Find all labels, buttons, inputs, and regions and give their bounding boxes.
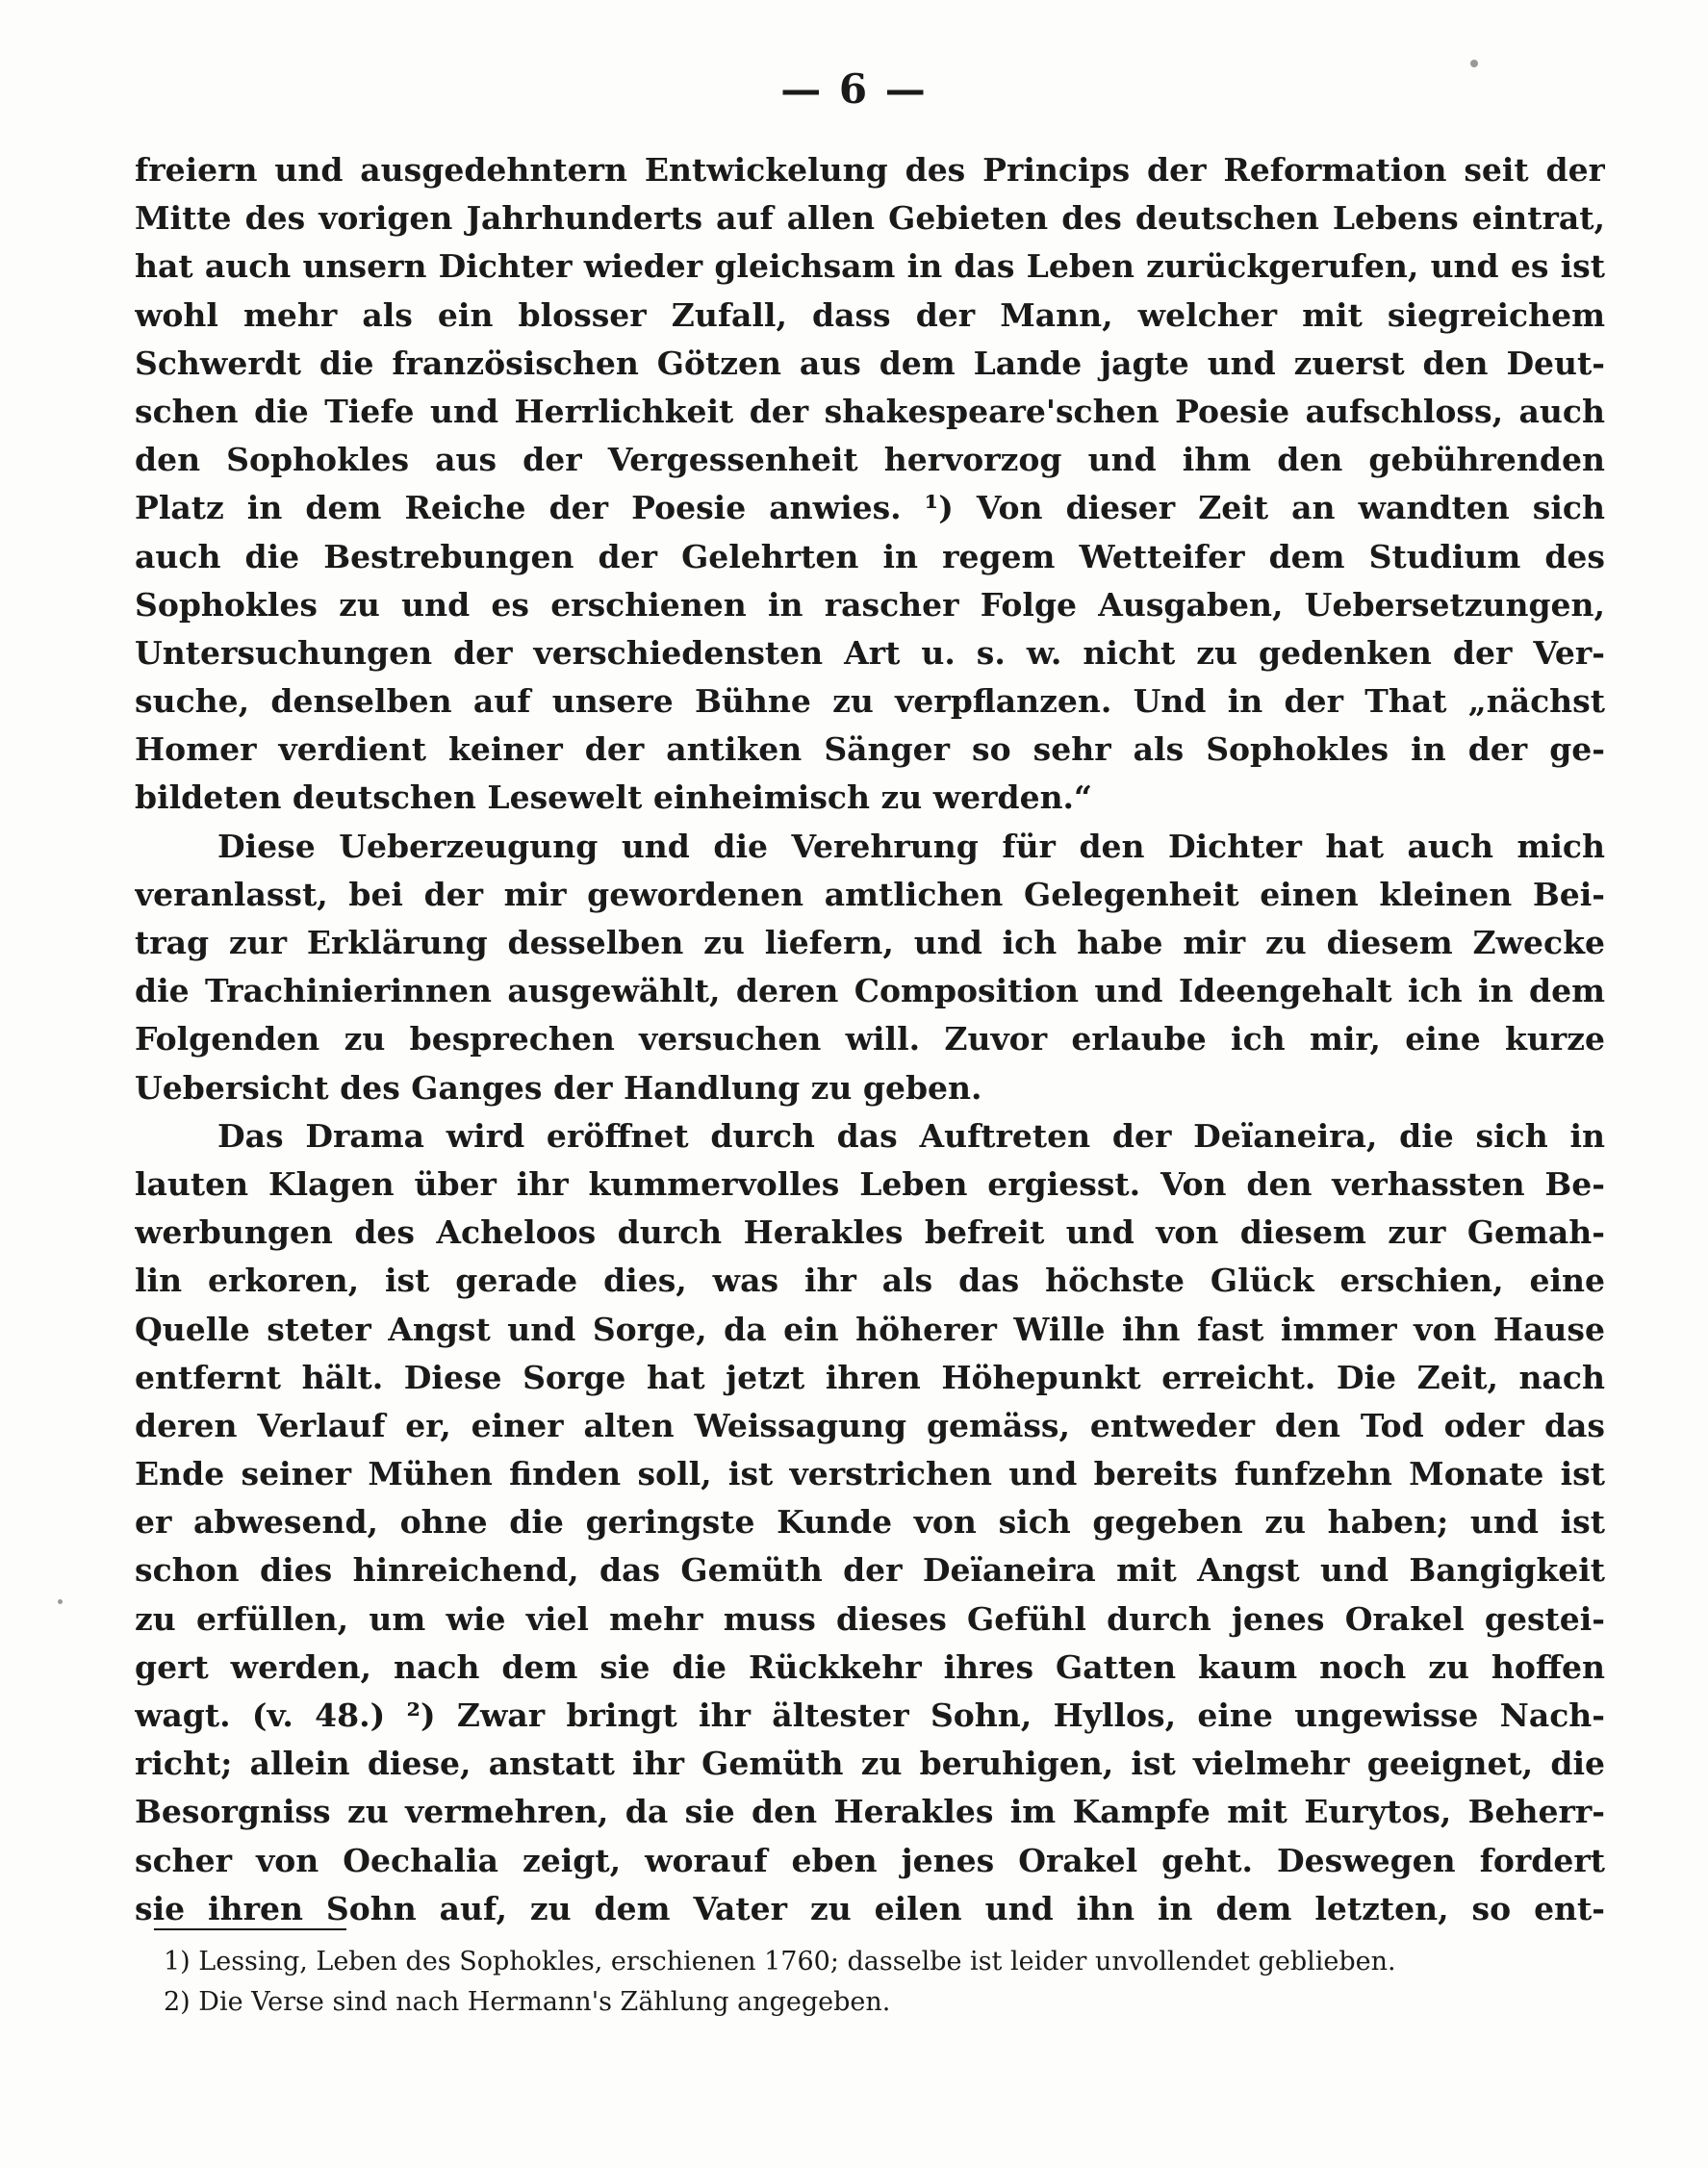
text-line: suche, denselben auf unsere Bühne zu verpflanzen. Und in der That „nächst [135, 682, 1605, 721]
text-line: schen die Tiefe und Herrlichkeit der shakespeare'schen Poesie aufschloss, auch [135, 392, 1605, 430]
text-line: Sophokles zu und es erschienen in rascher Folge Ausgaben, Uebersetzungen, [135, 585, 1605, 624]
text-line: deren Verlauf er, einer alten Weissagung gemäss, entweder den Tod oder das [135, 1406, 1605, 1444]
text-line: Quelle steter Angst und Sorge, da ein höherer Wille ihn fast immer von Hause [135, 1310, 1605, 1348]
paper-speck [1470, 60, 1478, 67]
text-line: wagt. (v. 48.) ²) Zwar bringt ihr ältester Sohn, Hyllos, eine ungewisse Nach- [135, 1696, 1605, 1734]
text-line: bildeten deutschen Lesewelt einheimisch zu werden.“ [135, 778, 1093, 817]
footnote-1: 1) Lessing, Leben des Sophokles, erschienen 1760; dasselbe ist leider unvollendet geblieben. [164, 1947, 1396, 1977]
text-line: richt; allein diese, anstatt ihr Gemüth zu beruhigen, ist vielmehr geeignet, die [135, 1745, 1605, 1783]
text-line: lin erkoren, ist gerade dies, was ihr als das höchste Glück erschien, eine [135, 1262, 1605, 1300]
text-line: Schwerdt die französischen Götzen aus dem Lande jagte und zuerst den Deut- [135, 344, 1605, 382]
text-line: freiern und ausgedehntern Entwickelung des Princips der Reformation seit der [135, 151, 1605, 189]
text-line: auch die Bestrebungen der Gelehrten in regem Wetteifer dem Studium des [135, 537, 1605, 575]
text-line: schon dies hinreichend, das Gemüth der Deïaneira mit Angst und Bangigkeit [135, 1551, 1605, 1590]
text-line: Uebersicht des Ganges der Handlung zu geben. [135, 1068, 982, 1107]
text-line: scher von Oechalia zeigt, worauf eben jenes Orakel geht. Deswegen fordert [135, 1841, 1605, 1879]
page-number: — 6 — [780, 65, 928, 113]
text-line: er abwesend, ohne die geringste Kunde von sich gegeben zu haben; und ist [135, 1503, 1605, 1542]
footnote-2: 2) Die Verse sind nach Hermann's Zählung angegeben. [164, 1987, 891, 2017]
text-line: sie ihren Sohn auf, zu dem Vater zu eilen und ihn in dem letzten, so ent- [135, 1889, 1605, 1927]
text-line: werbungen des Acheloos durch Herakles befreit und von diesem zur Gemah- [135, 1213, 1605, 1252]
text-line: wohl mehr als ein blosser Zufall, dass der Mann, welcher mit siegreichem [135, 295, 1605, 334]
text-line: trag zur Erklärung desselben zu liefern, und ich habe mir zu diesem Zwecke [135, 924, 1605, 961]
text-line: gert werden, nach dem sie die Rückkehr ihres Gatten kaum noch zu hoffen [135, 1647, 1605, 1686]
text-line: lauten Klagen über ihr kummervolles Leben ergiesst. Von den verhassten Be- [135, 1164, 1605, 1203]
text-line: Untersuchungen der verschiedensten Art u. s. w. nicht zu gedenken der Ver- [135, 633, 1605, 672]
text-line: veranlasst, bei der mir gewordenen amtlichen Gelegenheit einen kleinen Bei- [135, 875, 1605, 913]
text-line: Folgenden zu besprechen versuchen will. Zuvor erlaube ich mir, eine kurze [135, 1020, 1605, 1058]
text-line: Mitte des vorigen Jahrhunderts auf allen Gebieten des deutschen Lebens eintrat, [135, 199, 1605, 238]
text-line: hat auch unsern Dichter wieder gleichsam in das Leben zurückgerufen, und es ist [135, 247, 1605, 286]
footnote-divider [154, 1928, 346, 1930]
paragraph-start-line: Das Drama wird eröffnet durch das Auftreten der Deïaneira, die sich in [217, 1116, 1605, 1155]
body-text [135, 146, 1605, 1933]
text-line: zu erfüllen, um wie viel mehr muss dieses Gefühl durch jenes Orakel gestei- [135, 1599, 1605, 1638]
text-line: Ende seiner Mühen finden soll, ist verstrichen und bereits funfzehn Monate ist [135, 1455, 1605, 1493]
paper-speck [58, 1599, 63, 1604]
text-line: Besorgniss zu vermehren, da sie den Herakles im Kampfe mit Eurytos, Beherr- [135, 1793, 1605, 1831]
text-line: Homer verdient keiner der antiken Sänger so sehr als Sophokles in der ge- [135, 730, 1605, 769]
paragraph-start-line: Diese Ueberzeugung und die Verehrung für den Dichter hat auch mich [217, 827, 1605, 865]
text-line: entfernt hält. Diese Sorge hat jetzt ihren Höhepunkt erreicht. Die Zeit, nach [135, 1358, 1605, 1396]
text-line: Platz in dem Reiche der Poesie anwies. ¹) Von dieser Zeit an wandten sich [135, 489, 1605, 527]
text-line: den Sophokles aus der Vergessenheit hervorzog und ihm den gebührenden [135, 441, 1605, 479]
text-line: die Trachinierinnen ausgewählt, deren Composition und Ideengehalt ich in dem [135, 972, 1605, 1010]
footnotes [164, 1942, 1588, 2023]
